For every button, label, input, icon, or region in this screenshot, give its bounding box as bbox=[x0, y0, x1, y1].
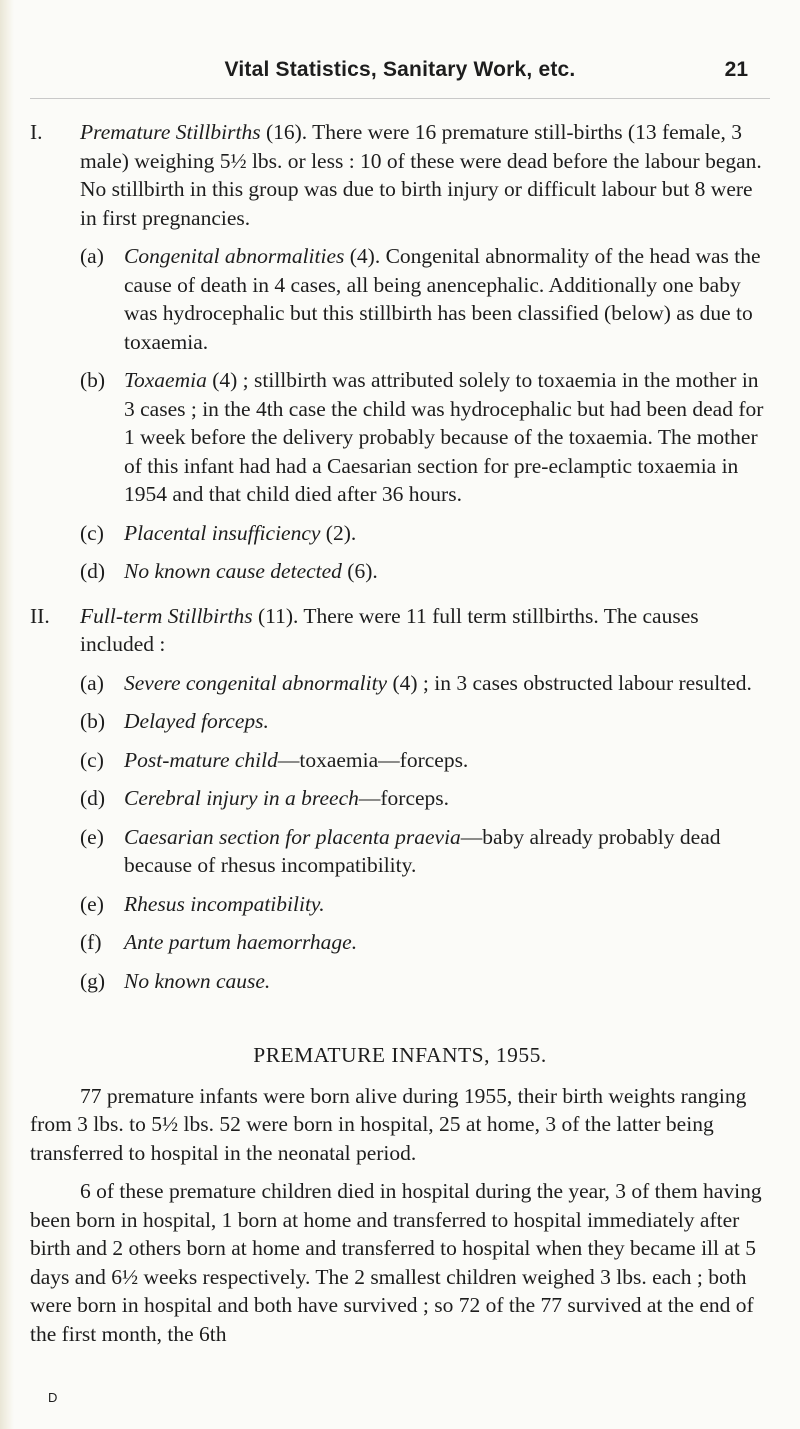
item-letter: (a) bbox=[80, 670, 104, 695]
item-title: Severe congenital abnormality bbox=[124, 670, 388, 695]
list-item bbox=[80, 557, 770, 586]
item-title: No known cause detected bbox=[124, 559, 342, 583]
item-title: Delayed forceps. bbox=[124, 709, 269, 733]
item-letter: (c) bbox=[80, 747, 104, 772]
item-letter: (b) bbox=[80, 709, 106, 733]
item-letter: (d) bbox=[80, 559, 106, 583]
list-item bbox=[80, 707, 770, 736]
section-intro bbox=[80, 602, 770, 659]
item-letter: (g) bbox=[80, 968, 106, 993]
item-title: No known cause. bbox=[124, 968, 271, 993]
section-title: Premature Stillbirths bbox=[80, 120, 261, 144]
list-item bbox=[80, 967, 770, 996]
section-heading-premature-infants: PREMATURE INFANTS, 1955. bbox=[253, 1043, 547, 1067]
item-title: Ante partum haemorrhage. bbox=[124, 930, 358, 954]
list-item bbox=[80, 242, 770, 356]
list-item bbox=[80, 784, 770, 813]
item-text: (4) ; in 3 cases obstructed labour resulted. bbox=[387, 670, 752, 695]
item-letter: (e) bbox=[80, 891, 104, 916]
item-text: —baby already probably dead because of rhesus incompatibility. bbox=[124, 824, 721, 877]
item-letter: (a) bbox=[80, 244, 104, 268]
item-title: Cerebral injury in a breech bbox=[124, 786, 359, 810]
section-premature-stillbirths bbox=[30, 118, 770, 586]
page-title: Vital Statistics, Sanitary Work, etc. bbox=[224, 58, 576, 81]
list-item bbox=[80, 823, 770, 880]
item-text: (2). bbox=[320, 520, 357, 545]
page-header bbox=[0, 58, 800, 88]
section-intro bbox=[80, 118, 770, 232]
item-title: Placental insufficiency bbox=[124, 520, 321, 545]
item-title: Toxaemia bbox=[124, 368, 207, 392]
item-text: (6). bbox=[341, 559, 378, 583]
item-title: Rhesus incompatibility. bbox=[124, 891, 325, 916]
section-intro-text: (16). There were 16 premature still-births (13 female, 3 male) weighing 5½ lbs. or less : 10 of these were dead before the labour began. No stillbirth in this group was due to birth injury or difficult labour but 8 were in first pregnancies. bbox=[80, 120, 762, 230]
item-text: (4). Congenital abnormality of the head was the cause of death in 4 cases, all being anencephalic. Additionally one baby was hydrocephalic but this stillbirth has been classified (below) as due to toxaemia. bbox=[124, 244, 761, 354]
paragraph: 6 of these premature children died in hospital during the year, 3 of them having been born in hospital, 1 born at home and transferred to hospital immediately after birth and 2 others born at home and transferred to hospital when they became ill at 5 days and 6½ weeks respectively. The 2 smallest children weighed 3 lbs. each ; both were born in hospital and both have survived ; so 72 of the 77 survived at the end of the first month, the 6th bbox=[30, 1179, 762, 1346]
section-number: II. bbox=[30, 603, 50, 628]
list-item bbox=[80, 669, 770, 698]
section-title: Full-term Stillbirths bbox=[80, 603, 253, 628]
section-intro-text: (11). There were 11 full term stillbirths. The causes included : bbox=[80, 603, 699, 656]
item-text: —forceps. bbox=[358, 786, 450, 810]
item-letter: (e) bbox=[80, 824, 104, 849]
section-number: I. bbox=[30, 120, 43, 144]
paragraph: 77 premature infants were born alive during 1955, their birth weights ranging from 3 lbs. to 5½ lbs. 52 were born in hospital, 25 at home, 3 of the latter being transferred to hospital in the neonatal period. bbox=[30, 1083, 747, 1165]
page-body bbox=[30, 118, 770, 1358]
list-item bbox=[80, 890, 770, 919]
page-edge-shadow bbox=[0, 0, 14, 1429]
item-letter: (d) bbox=[80, 786, 106, 810]
item-text: —toxaemia—forceps. bbox=[277, 747, 469, 772]
header-rule bbox=[30, 98, 770, 99]
item-letter: (f) bbox=[80, 930, 102, 954]
list-item bbox=[80, 928, 770, 957]
section-full-term-stillbirths bbox=[30, 602, 770, 996]
item-title: Caesarian section for placenta praevia bbox=[124, 824, 461, 849]
list-item bbox=[80, 519, 770, 548]
list-item bbox=[80, 746, 770, 775]
item-text: (4) ; stillbirth was attributed solely to toxaemia in the mother in 3 cases ; in the 4th case the child was hydrocephalic but had been dead for 1 week before the delivery probably because of the toxaemia. The mother of this infant had had a Caesarian section for pre-eclamptic toxaemia in 1954 and that child died after 36 hours. bbox=[124, 368, 764, 506]
list-item bbox=[80, 366, 770, 509]
signature-letter: D bbox=[48, 1390, 58, 1405]
item-title: Congenital abnormalities bbox=[124, 244, 345, 268]
item-letter: (b) bbox=[80, 368, 106, 392]
item-letter: (c) bbox=[80, 520, 104, 545]
item-title: Post-mature child bbox=[124, 747, 278, 772]
page-number: 21 bbox=[724, 58, 748, 81]
